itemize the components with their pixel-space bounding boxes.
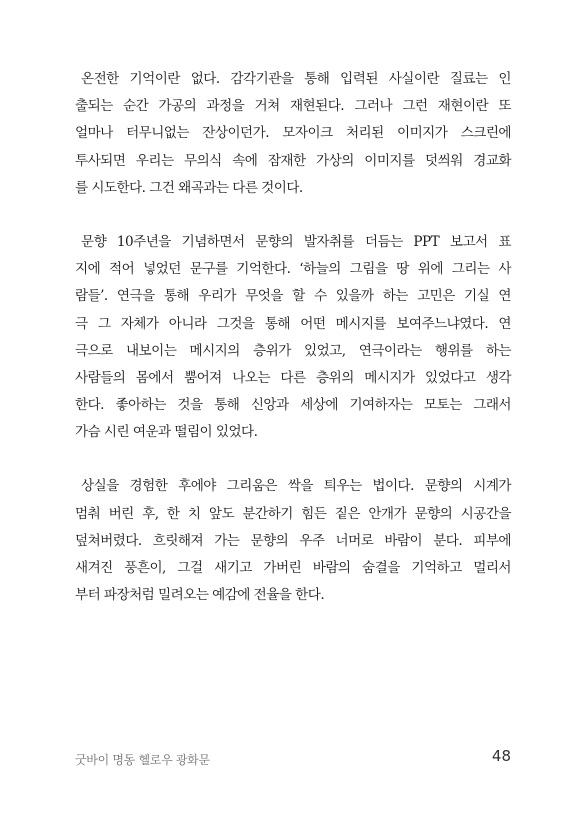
paragraph-2 xyxy=(75,229,511,447)
text-line: 사람들의 몸에서 뿜어져 나오는 다른 층위의 메시지가 있었다고 생각 xyxy=(75,369,511,386)
body-text xyxy=(75,66,511,636)
text-line: 극으로 내보이는 메시지의 층위가 있었고, 연극이라는 행위를 하는 xyxy=(75,342,511,359)
text-line: 가슴 시린 여운과 떨림이 있었다. xyxy=(75,424,258,441)
text-line: 람들’. 연극을 통해 우리가 무엇을 할 수 있을까 하는 고민은 기실 연 xyxy=(75,288,511,305)
text-line: 덮쳐버렸다. 흐릿해져 가는 문향의 우주 너머로 바람이 분다. 피부에 xyxy=(75,532,511,549)
text-line: 출되는 순간 가공의 과정을 거쳐 재현된다. 그러나 그런 재현이란 또 xyxy=(75,98,511,115)
text-line: 온전한 기억이란 없다. 감각기관을 통해 입력된 사실이란 질료는 인 xyxy=(81,71,511,87)
page-number: 48 xyxy=(491,747,511,765)
text-line: 를 시도한다. 그건 왜곡과는 다른 것이다. xyxy=(75,179,303,196)
text-line: 부터 파장처럼 밀려오는 예감에 전율을 한다. xyxy=(75,587,325,604)
text-line: 상실을 경험한 후에야 그리움은 싹을 틔우는 법이다. 문향의 시계가 xyxy=(81,478,511,495)
text-line: 지에 적어 넣었던 문구를 기억한다. ‘하늘의 그림을 땅 위에 그리는 사 xyxy=(75,261,511,278)
running-footer-title: 굿바이 명동 헬로우 광화문 xyxy=(75,753,210,767)
text-line: 얼마나 터무니없는 잔상이던가. 모자이크 처리된 이미지가 스크린에 xyxy=(75,125,511,142)
text-line: 한다. 좋아하는 것을 통해 신앙과 세상에 기여하자는 모토는 그래서 xyxy=(75,397,511,414)
text-line: 멈춰 버린 후, 한 치 앞도 분간하기 힘든 짙은 안개가 문향의 시공간을 xyxy=(75,505,511,522)
paragraph-1 xyxy=(75,66,511,202)
text-line: 투사되면 우리는 무의식 속에 잠재한 가상의 이미지를 덧씌워 경교화 xyxy=(75,152,511,169)
text-line: 새겨진 풍흔이, 그걸 새기고 가버린 바람의 숨결을 기억하고 멀리서 xyxy=(75,560,511,576)
text-line: 문향 10주년을 기념하면서 문향의 발자취를 더듬는 PPT 보고서 표 xyxy=(81,233,511,250)
paragraph-3 xyxy=(75,473,511,609)
text-line: 극 그 자체가 아니라 그것을 통해 어떤 메시지를 보여주느냐였다. 연 xyxy=(75,315,511,332)
